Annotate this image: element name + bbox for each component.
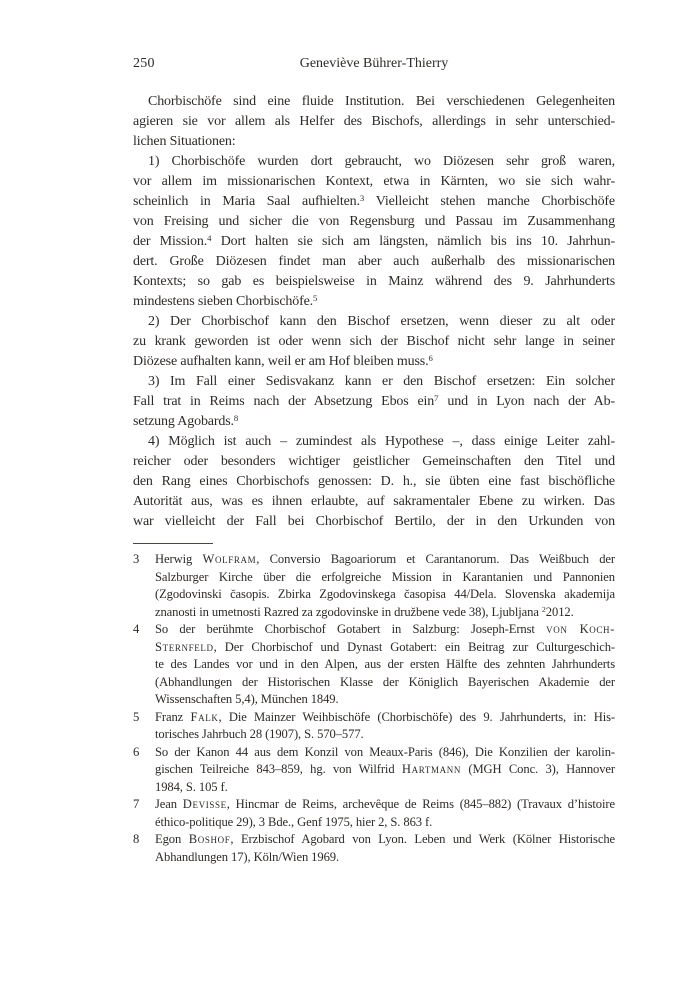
- paragraph: [133, 432, 615, 532]
- text-segment: , Erzbischof Agobard von Lyon. Leben und Werk (Kölner Historische: [230, 832, 615, 846]
- text-segment: 2) Der Chorbischof kann den Bischof ersetzen, wenn dieser zu alt oder: [148, 314, 615, 329]
- footnote-number: 5: [133, 709, 140, 724]
- page-header: [133, 56, 615, 76]
- text-line: [133, 452, 615, 472]
- paragraph: [133, 372, 615, 432]
- text-segment: Vielleicht stehen manche Chorbischöfe: [364, 194, 615, 209]
- text-segment: (Zgodovinski časopis. Zbirka Zgodovinskega časopisa 44/Dela. Slovenska akademija: [155, 587, 615, 601]
- text-segment: vor allem im missionarischen Kontext, etwa in Kärnten, wo sie sich wahr-: [133, 174, 615, 189]
- footnote: [133, 551, 615, 621]
- page-number: 250: [133, 56, 155, 71]
- text-line: [133, 252, 615, 272]
- footnote-line: [155, 621, 615, 639]
- text-line: [133, 312, 615, 332]
- text-line: [133, 492, 615, 512]
- footnote-line: [155, 849, 615, 867]
- paragraph: [133, 312, 615, 372]
- text-line: [133, 212, 615, 232]
- footnotes: [133, 551, 615, 866]
- smallcaps-name: Hartmann: [401, 762, 461, 776]
- text-segment: mindestens sieben Chorbischöfe.: [133, 294, 314, 309]
- text-line: [133, 112, 615, 132]
- text-segment: Autorität aus, was es ihnen erlaubte, auf sakramentaler Ebene zu wirken. Das: [133, 494, 615, 509]
- text-segment: war vielleicht der Fall bei Chorbischof Bertilo, der in den Urkunden von: [133, 514, 615, 529]
- text-segment: Kontexts; so gab es beispielsweise in Mainz während des 9. Jahrhunderts: [133, 274, 615, 289]
- footnote-line: [155, 586, 615, 604]
- text-segment: scheinlich in Maria Saal aufhielten.: [133, 194, 360, 209]
- text-segment: der Mission.: [133, 234, 208, 249]
- footnote-line: [155, 674, 615, 692]
- text-segment: éthico-politique 29), 3 Bde., Genf 1975, hier 2, S. 863 f.: [155, 814, 433, 829]
- text-segment: reicher oder besonders wichtiger geistlicher Gemeinschaften den Titel und: [133, 454, 615, 469]
- text-segment: lichen Situationen:: [133, 134, 236, 149]
- text-line: [133, 472, 615, 492]
- smallcaps-name: Wolfram: [202, 552, 257, 566]
- footnote-line: [155, 691, 615, 709]
- text-segment: agieren sie vor allem als Helfer des Bischofs, allerdings in sehr unterschied-: [133, 114, 615, 129]
- footnote-line: [155, 744, 615, 762]
- footnote-number: 8: [133, 832, 140, 846]
- text-line: [133, 432, 615, 452]
- paragraph: [133, 152, 615, 312]
- footnote-marker: 7: [434, 393, 439, 404]
- text-segment: Chorbischöfe sind eine fluide Institution. Bei verschiedenen Gelegenheiten: [148, 94, 615, 109]
- text-line: [133, 152, 615, 172]
- text-segment: , Conversio Bagoariorum et Carantanorum. Das Weißbuch der: [256, 552, 615, 566]
- footnote-line: [155, 814, 615, 832]
- smallcaps-name: Boshof: [188, 832, 231, 846]
- footnote-line: [155, 831, 615, 849]
- text-segment: (Abhandlungen der Historischen Klasse der Königlich Bayerischen Akademie der: [155, 674, 615, 689]
- text-segment: von Freising und sicher die von Regensburg und Passau im Zusammenhang: [133, 214, 615, 229]
- footnote-marker: 6: [428, 353, 433, 364]
- text-segment: Salzburger Kirche über die erfolgreiche Mission in Karantanien und Pannonien: [155, 569, 615, 584]
- main-text: [133, 92, 615, 532]
- text-segment: So der Kanon 44 aus dem Konzil von Meaux-Paris (846), Die Konzilien der karolin-: [155, 744, 615, 759]
- text-segment: dert. Große Diözesen findet man aber auch außerhalb des missionarischen: [133, 254, 615, 269]
- smallcaps-name: Devisse: [182, 797, 227, 811]
- footnote: [133, 621, 615, 709]
- footnote-line: [155, 639, 615, 657]
- text-segment: te des Landes vor und in den Alpen, aus der ersten Hälfte des zehnten Jahrhunderts: [155, 657, 615, 671]
- paragraph: [133, 92, 615, 152]
- text-segment: So der berühmte Chorbischof Gotabert in Salzburg: Joseph-Ernst: [155, 622, 547, 636]
- text-segment: 1) Chorbischöfe wurden dort gebraucht, wo Diözesen sehr groß waren,: [148, 154, 615, 169]
- text-line: [133, 92, 615, 112]
- footnote-number: 7: [133, 797, 140, 811]
- text-line: [133, 372, 615, 392]
- text-segment: 3) Im Fall einer Sedisvakanz kann er den Bischof ersetzen: Ein solcher: [148, 374, 615, 389]
- smallcaps-name: von Koch-: [546, 622, 615, 636]
- footnote-marker: 3: [359, 193, 365, 204]
- running-head: Geneviève Bührer-Thierry: [299, 56, 449, 71]
- text-segment: den Rang eines Chorbischofs genossen: D. h., sie übten eine fast bischöfliche: [133, 474, 615, 489]
- footnote-marker: 5: [313, 293, 318, 304]
- text-segment: Wissenschaften 5,4), München 1849.: [155, 692, 339, 706]
- text-line: [133, 292, 615, 312]
- text-segment: , Die Mainzer Weihbischöfe (Chorbischöfe) des 9. Jahrhunderts, in: His-: [218, 709, 615, 724]
- text-line: [133, 172, 615, 192]
- text-segment: torisches Jahrbuch 28 (1907), S. 570–577.: [155, 727, 364, 741]
- text-segment: , Hincmar de Reims, archevêque de Reims (845–882) (Travaux d’histoire: [226, 797, 615, 811]
- text-line: [133, 132, 615, 152]
- text-segment: 4) Möglich ist auch – zumindest als Hypothese –, dass einige Leiter zahl-: [148, 434, 615, 449]
- text-segment: 1984, S. 105 f.: [155, 779, 228, 794]
- text-segment: 2012.: [545, 604, 574, 619]
- text-line: [133, 272, 615, 292]
- footnote-separator-rule: [133, 543, 213, 544]
- footnote-line: [155, 726, 615, 744]
- smallcaps-name: Sternfeld: [155, 639, 214, 654]
- text-segment: Jean: [155, 797, 183, 811]
- footnote-line: [155, 551, 615, 569]
- footnote-marker: 8: [233, 413, 239, 424]
- footnote-line: [155, 779, 615, 797]
- text-line: [133, 412, 615, 432]
- text-segment: Egon: [155, 832, 189, 846]
- text-line: [133, 232, 615, 252]
- footnote-marker: 2: [541, 605, 546, 614]
- smallcaps-name: Falk: [190, 709, 219, 724]
- footnote-line: [155, 709, 615, 727]
- text-segment: Herwig: [155, 552, 203, 566]
- text-line: [133, 192, 615, 212]
- text-segment: gischen Teilreiche 843–859, hg. von Wilfrid: [155, 762, 402, 776]
- footnote-line: [155, 604, 615, 622]
- footnote-line: [155, 569, 615, 587]
- footnote-number: 6: [133, 744, 140, 759]
- text-line: [133, 332, 615, 352]
- text-segment: setzung Agobards.: [133, 414, 234, 429]
- footnote-number: 3: [133, 552, 140, 566]
- footnote: [133, 709, 615, 744]
- footnote-line: [155, 656, 615, 674]
- footnote: [133, 796, 615, 831]
- text-segment: und in Lyon nach der Ab-: [438, 394, 615, 409]
- footnote: [133, 831, 615, 866]
- text-segment: (MGH Conc. 3), Hannover: [461, 762, 615, 776]
- text-line: [133, 512, 615, 532]
- text-segment: zu krank geworden ist oder wenn sich der Bischof nicht sehr lange in seiner: [133, 334, 615, 349]
- text-line: [133, 392, 615, 412]
- text-segment: Fall trat in Reims nach der Absetzung Ebos ein: [133, 394, 435, 409]
- footnote-line: [155, 796, 615, 814]
- text-segment: Dort halten sie sich am längsten, nämlich bis ins 10. Jahrhun-: [211, 234, 615, 249]
- footnote-number: 4: [133, 622, 140, 636]
- footnote-line: [155, 761, 615, 779]
- text-line: [133, 352, 615, 372]
- text-segment: Diözese aufhalten kann, weil er am Hof bleiben muss.: [133, 354, 429, 369]
- text-segment: znanosti in umetnosti Razred za zgodovinske in družbene vede 38), Ljubljana: [155, 604, 542, 619]
- text-segment: , Der Chorbischof und Dynast Gotabert: ein Beitrag zur Culturgeschich-: [213, 639, 615, 654]
- footnote-marker: 4: [207, 233, 212, 244]
- text-segment: Franz: [155, 709, 191, 724]
- footnote: [133, 744, 615, 797]
- text-segment: Abhandlungen 17), Köln/Wien 1969.: [155, 849, 340, 864]
